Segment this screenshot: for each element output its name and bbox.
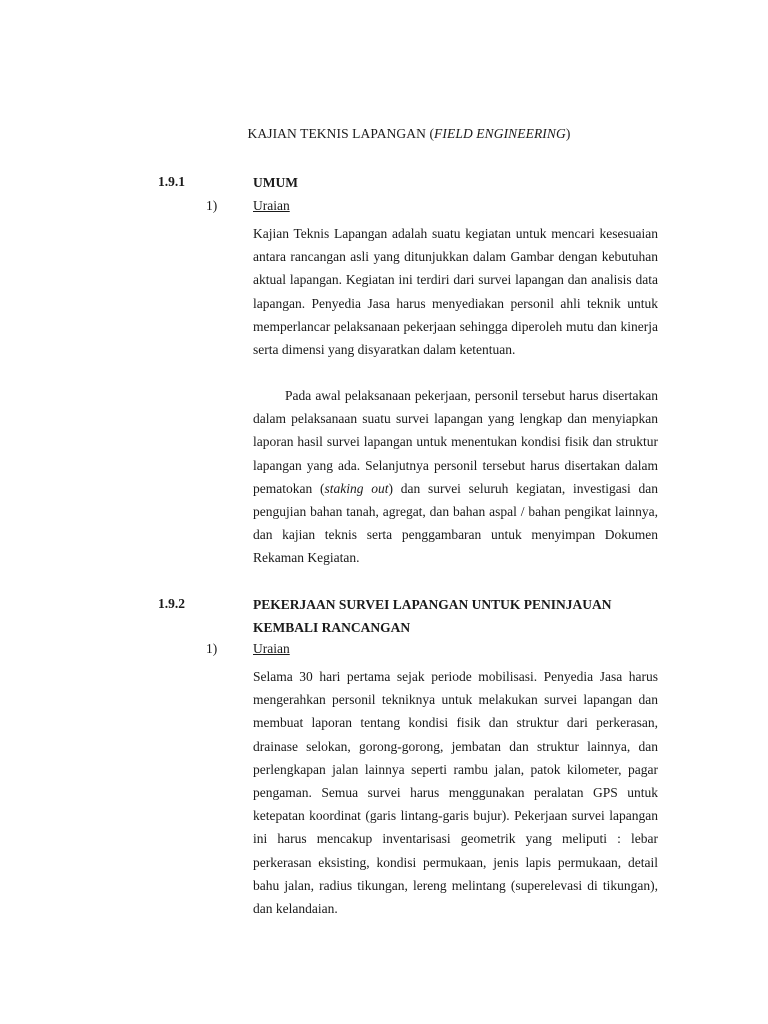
section-title: UMUM [253,175,298,190]
paragraph-text: ) dan survei seluruh kegiatan, investigasi dan pengujian bahan tanah, agregat, dan bahan aspal / bahan pengikat lainnya, dan kajian teknis serta penggambaran untuk menyimpan Dokumen Rekaman Kegiatan. [253,480,658,566]
item-label: Uraian [253,198,290,213]
paragraph-italic-term: staking out [324,480,389,496]
paragraph-text: Pada awal pelaksanaan pekerjaan, personil tersebut harus disertakan dalam pelaksanaan suatu survei lapangan yang lengkap dan menyiapkan laporan hasil survei lapangan untuk menentukan kondisi fisik dan struktur lapangan yang ada. Selanjutnya personil tersebut harus disertakan dalam pematokan ( [253,388,658,496]
paragraph: Selama 30 hari pertama sejak periode mobilisasi. Penyedia Jasa harus mengerahkan personil tekniknya untuk melakukan survei lapangan dan membuat laporan tentang kondisi fisik dan struktur dari perkerasan, drainase selokan, gorong-gorong, jembatan dan struktur lainnya, dan perlengkapan jalan lainnya seperti rambu jalan, patok kilometer, pagar pengaman. Semua survei harus menggunakan peralatan GPS untuk ketepatan koordinat (garis lintang-garis bujur). Pekerjaan survei lapangan ini harus mencakup inventarisasi geometrik yang meliputi : lebar perkerasan eksisting, kondisi permukaan, jenis lapis permukaan, detail bahu jalan, radius tikungan, lereng melintang (superelevasi di tikungan), dan kelandaian. [253,669,658,917]
section-number: 1.9.2 [158,596,185,611]
item-number: 1) [206,641,218,656]
paragraph [253,384,658,570]
item-label: Uraian [253,641,290,656]
section-number: 1.9.1 [158,174,185,189]
document-title-italic: FIELD ENGINEERING [434,126,566,141]
document-title-prefix: KAJIAN TEKNIS LAPANGAN ( [247,126,435,141]
document-title [0,126,768,142]
item-number: 1) [206,198,218,213]
section-title: PEKERJAAN SURVEI LAPANGAN UNTUK PENINJAUAN KEMBALI RANCANGAN [253,597,612,635]
paragraph: Kajian Teknis Lapangan adalah suatu kegiatan untuk mencari kesesuaian antara rancangan asli yang ditunjukkan dalam Gambar dengan kebutuhan aktual lapangan. Kegiatan ini terdiri dari survei lapangan dan analisis data lapangan. Penyedia Jasa harus menyediakan personil ahli teknik untuk memperlancar pelaksanaan pekerjaan sehingga diperoleh mutu dan kinerja serta dimensi yang disyaratkan dalam ketentuan. [253,226,658,358]
document-title-suffix: ) [565,126,571,141]
